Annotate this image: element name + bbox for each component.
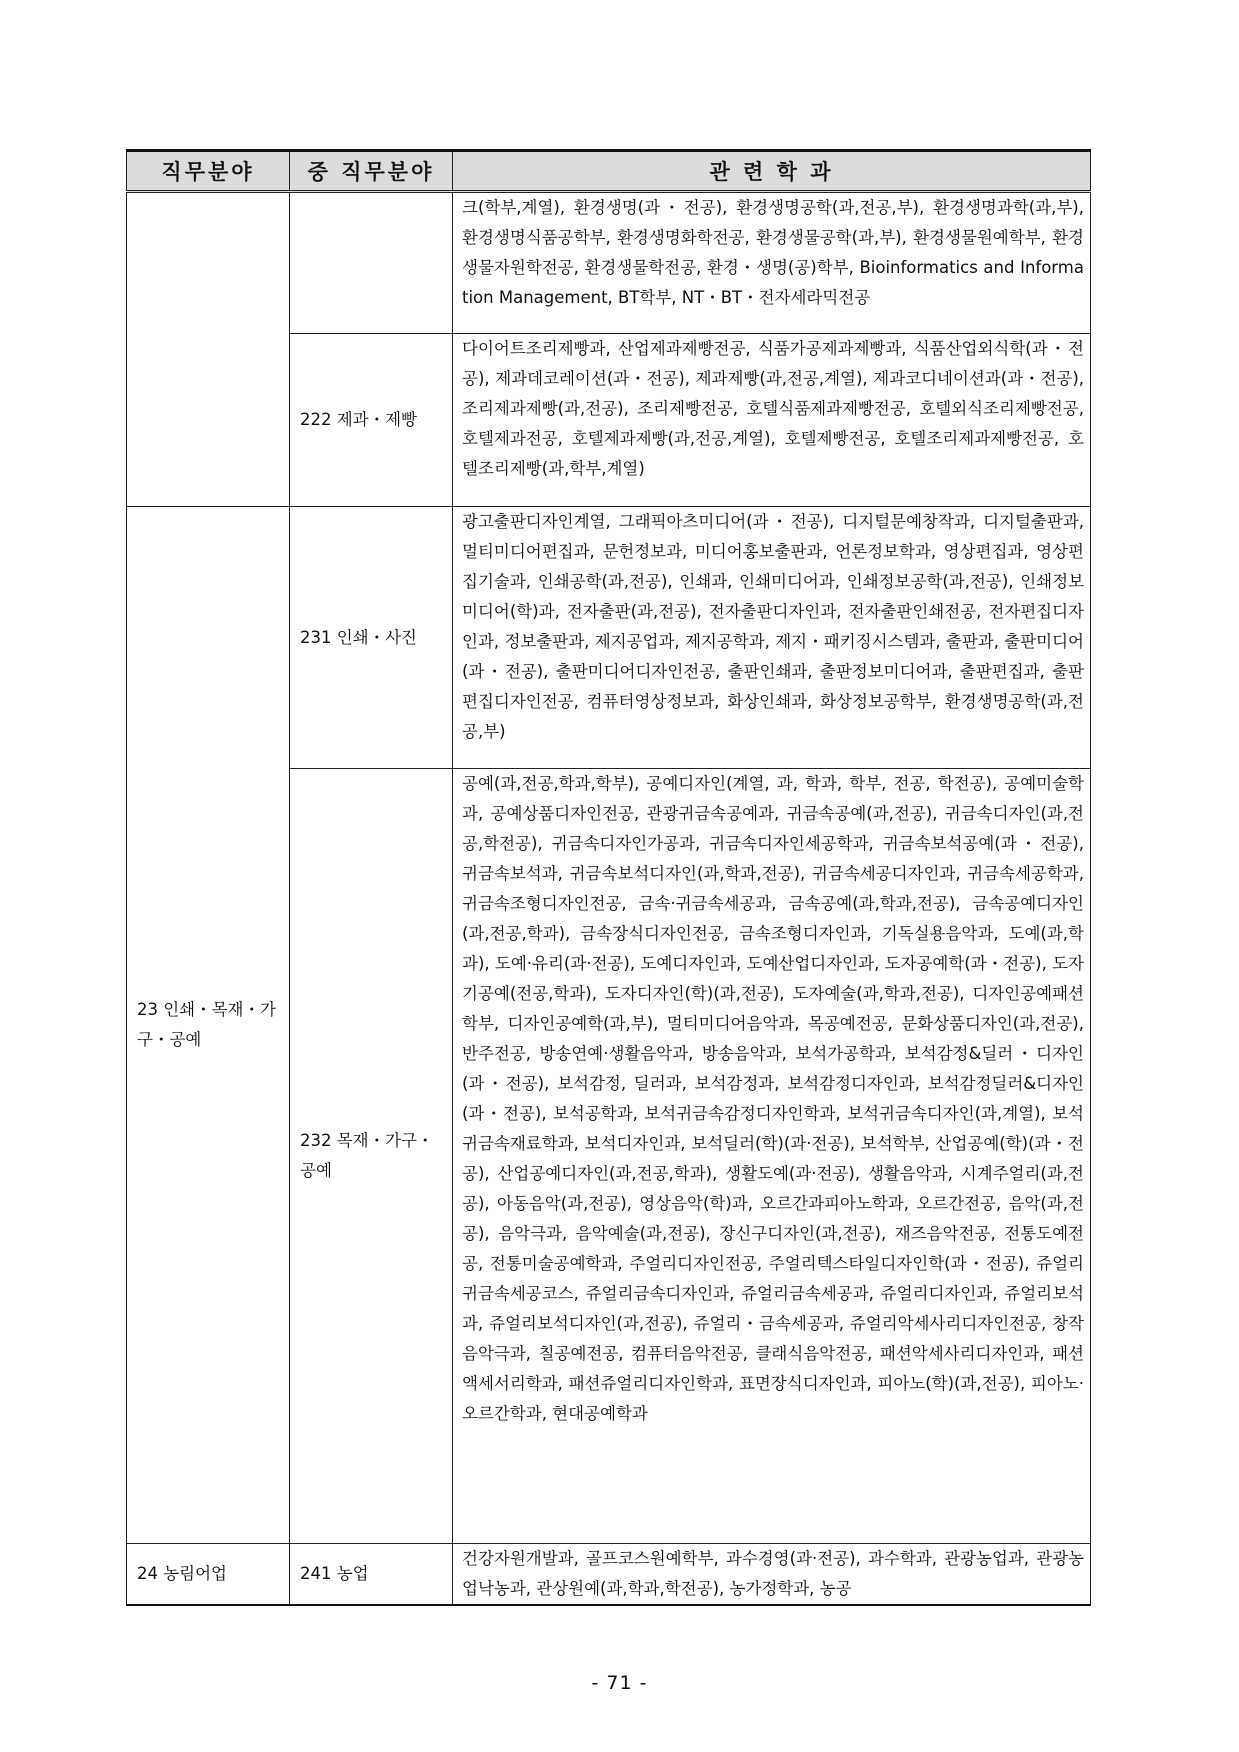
table-row: [127, 192, 1091, 334]
related-departments-table: [126, 149, 1091, 1606]
header-subfield: 중 직무분야: [290, 151, 453, 192]
subfield-cell: 231 인쇄・사진: [290, 507, 453, 769]
header-departments: 관 련 학 과: [453, 151, 1091, 192]
departments-cell: 크(학부,계열), 환경생명(과・전공), 환경생명공학(과,전공,부), 환경생명과학(과,부), 환경생명식품공학부, 환경생명화학전공, 환경생물공학(과,부), 환경생물원예학부, 환경생물자원학전공, 환경생물학전공, 환경・생명(공)학부, Bioinformatics and Information Management, BT학부, NT・BT・전자세라믹전공: [453, 192, 1091, 334]
departments-cell: 공예(과,전공,학과,학부), 공예디자인(계열, 과, 학과, 학부, 전공, 학전공), 공예미술학과, 공예상품디자인전공, 관광귀금속공예과, 귀금속공예(과,전공), 귀금속디자인(과,전공,학전공), 귀금속디자인가공과, 귀금속디자인세공학과, 귀금속보석공예(과・전공), 귀금속보석과, 귀금속보석디자인(과,학과,전공), 귀금속세공디자인과, 귀금속세공학과, 귀금속조형디자인전공, 금속·귀금속세공과, 금속공예(과,학과,전공), 금속공예디자인(과,전공,학과), 금속장식디자인전공, 금속조형디자인과, 기독실용음악과, 도예(과,학과), 도예·유리(과·전공), 도예디자인과, 도예산업디자인과, 도자공예학(과・전공), 도자기공예(전공,학과), 도자디자인(학)(과,전공), 도자예술(과,학과,전공), 디자인공예패션학부, 디자인공예학(과,부), 멀티미디어음악과, 목공예전공, 문화상품디자인(과,전공), 반주전공, 방송연예·생활음악과, 방송음악과, 보석가공학과, 보석감정&딜러・디자인(과・전공), 보석감정, 딜러과, 보석감정과, 보석감정디자인과, 보석감정딜러&디자인(과・전공), 보석공학과, 보석귀금속감정디자인학과, 보석귀금속디자인(과,계열), 보석귀금속재료학과, 보석디자인과, 보석딜러(학)(과·전공), 보석학부, 산업공예(학)(과・전공), 산업공예디자인(과,전공,학과), 생활도예(과·전공), 생활음악과, 시계주얼리(과,전공), 아동음악(과,전공), 영상음악(학)과, 오르간과피아노학과, 오르간전공, 음악(과,전공), 음악극과, 음악예술(과,전공), 장신구디자인(과,전공), 재즈음악전공, 전통도예전공, 전통미술공예학과, 주얼리디자인전공, 주얼리텍스타일디자인학(과・전공), 쥬얼리귀금속세공코스, 쥬얼리금속디자인과, 쥬얼리금속세공과, 쥬얼리디자인과, 쥬얼리보석과, 쥬얼리보석디자인(과,전공), 쥬얼리・금속세공과, 쥬얼리악세사리디자인전공, 창작음악극과, 칠공예전공, 컴퓨터음악전공, 클래식음악전공, 패션악세사리디자인과, 패션액세서리학과, 패션쥬얼리디자인학과, 표면장식디자인과, 피아노(학)(과,전공), 피아노·오르간학과, 현대공예학과: [453, 769, 1091, 1544]
field-cell: 23 인쇄・목재・가구・공예: [127, 507, 290, 1544]
departments-cell: 다이어트조리제빵과, 산업제과제빵전공, 식품가공제과제빵과, 식품산업외식학(과・전공), 제과데코레이션(과・전공), 제과제빵(과,전공,계열), 제과코디네이션과(과・전공), 조리제과제빵(과,전공), 조리제빵전공, 호텔식품제과제빵전공, 호텔외식조리제빵전공, 호텔제과전공, 호텔제과제빵(과,전공,계열), 호텔제빵전공, 호텔조리제과제빵전공, 호텔조리제빵(과,학부,계열): [453, 334, 1091, 507]
table-row: [127, 507, 1091, 769]
subfield-cell: 241 농업: [290, 1544, 453, 1606]
table-row: [127, 1544, 1091, 1606]
subfield-cell: 232 목재・가구・공예: [290, 769, 453, 1544]
subfield-cell: [290, 192, 453, 334]
departments-cell: 광고출판디자인계열, 그래픽아츠미디어(과・전공), 디지털문예창작과, 디지털출판과, 멀티미디어편집과, 문헌정보과, 미디어홍보출판과, 언론정보학과, 영상편집과, 영상편집기술과, 인쇄공학(과,전공), 인쇄과, 인쇄미디어과, 인쇄정보공학(과,전공), 인쇄정보미디어(학)과, 전자출판(과,전공), 전자출판디자인과, 전자출판인쇄전공, 전자편집디자인과, 정보출판과, 제지공업과, 제지공학과, 제지・패키징시스템과, 출판과, 출판미디어(과・전공), 출판미디어디자인전공, 출판인쇄과, 출판정보미디어과, 출판편집과, 출판편집디자인전공, 컴퓨터영상정보과, 화상인쇄과, 화상정보공학부, 환경생명공학(과,전공,부): [453, 507, 1091, 769]
header-field: 직무분야: [127, 151, 290, 192]
field-cell: [127, 192, 290, 507]
subfield-cell: 222 제과・제빵: [290, 334, 453, 507]
table-header-row: [127, 151, 1091, 192]
page-number: - 71 -: [591, 1672, 648, 1694]
departments-cell: 건강자원개발과, 골프코스원예학부, 과수경영(과·전공), 과수학과, 관광농업과, 관광농업낙농과, 관상원예(과,학과,학전공), 농가정학과, 농공: [453, 1544, 1091, 1606]
field-cell: 24 농림어업: [127, 1544, 290, 1606]
